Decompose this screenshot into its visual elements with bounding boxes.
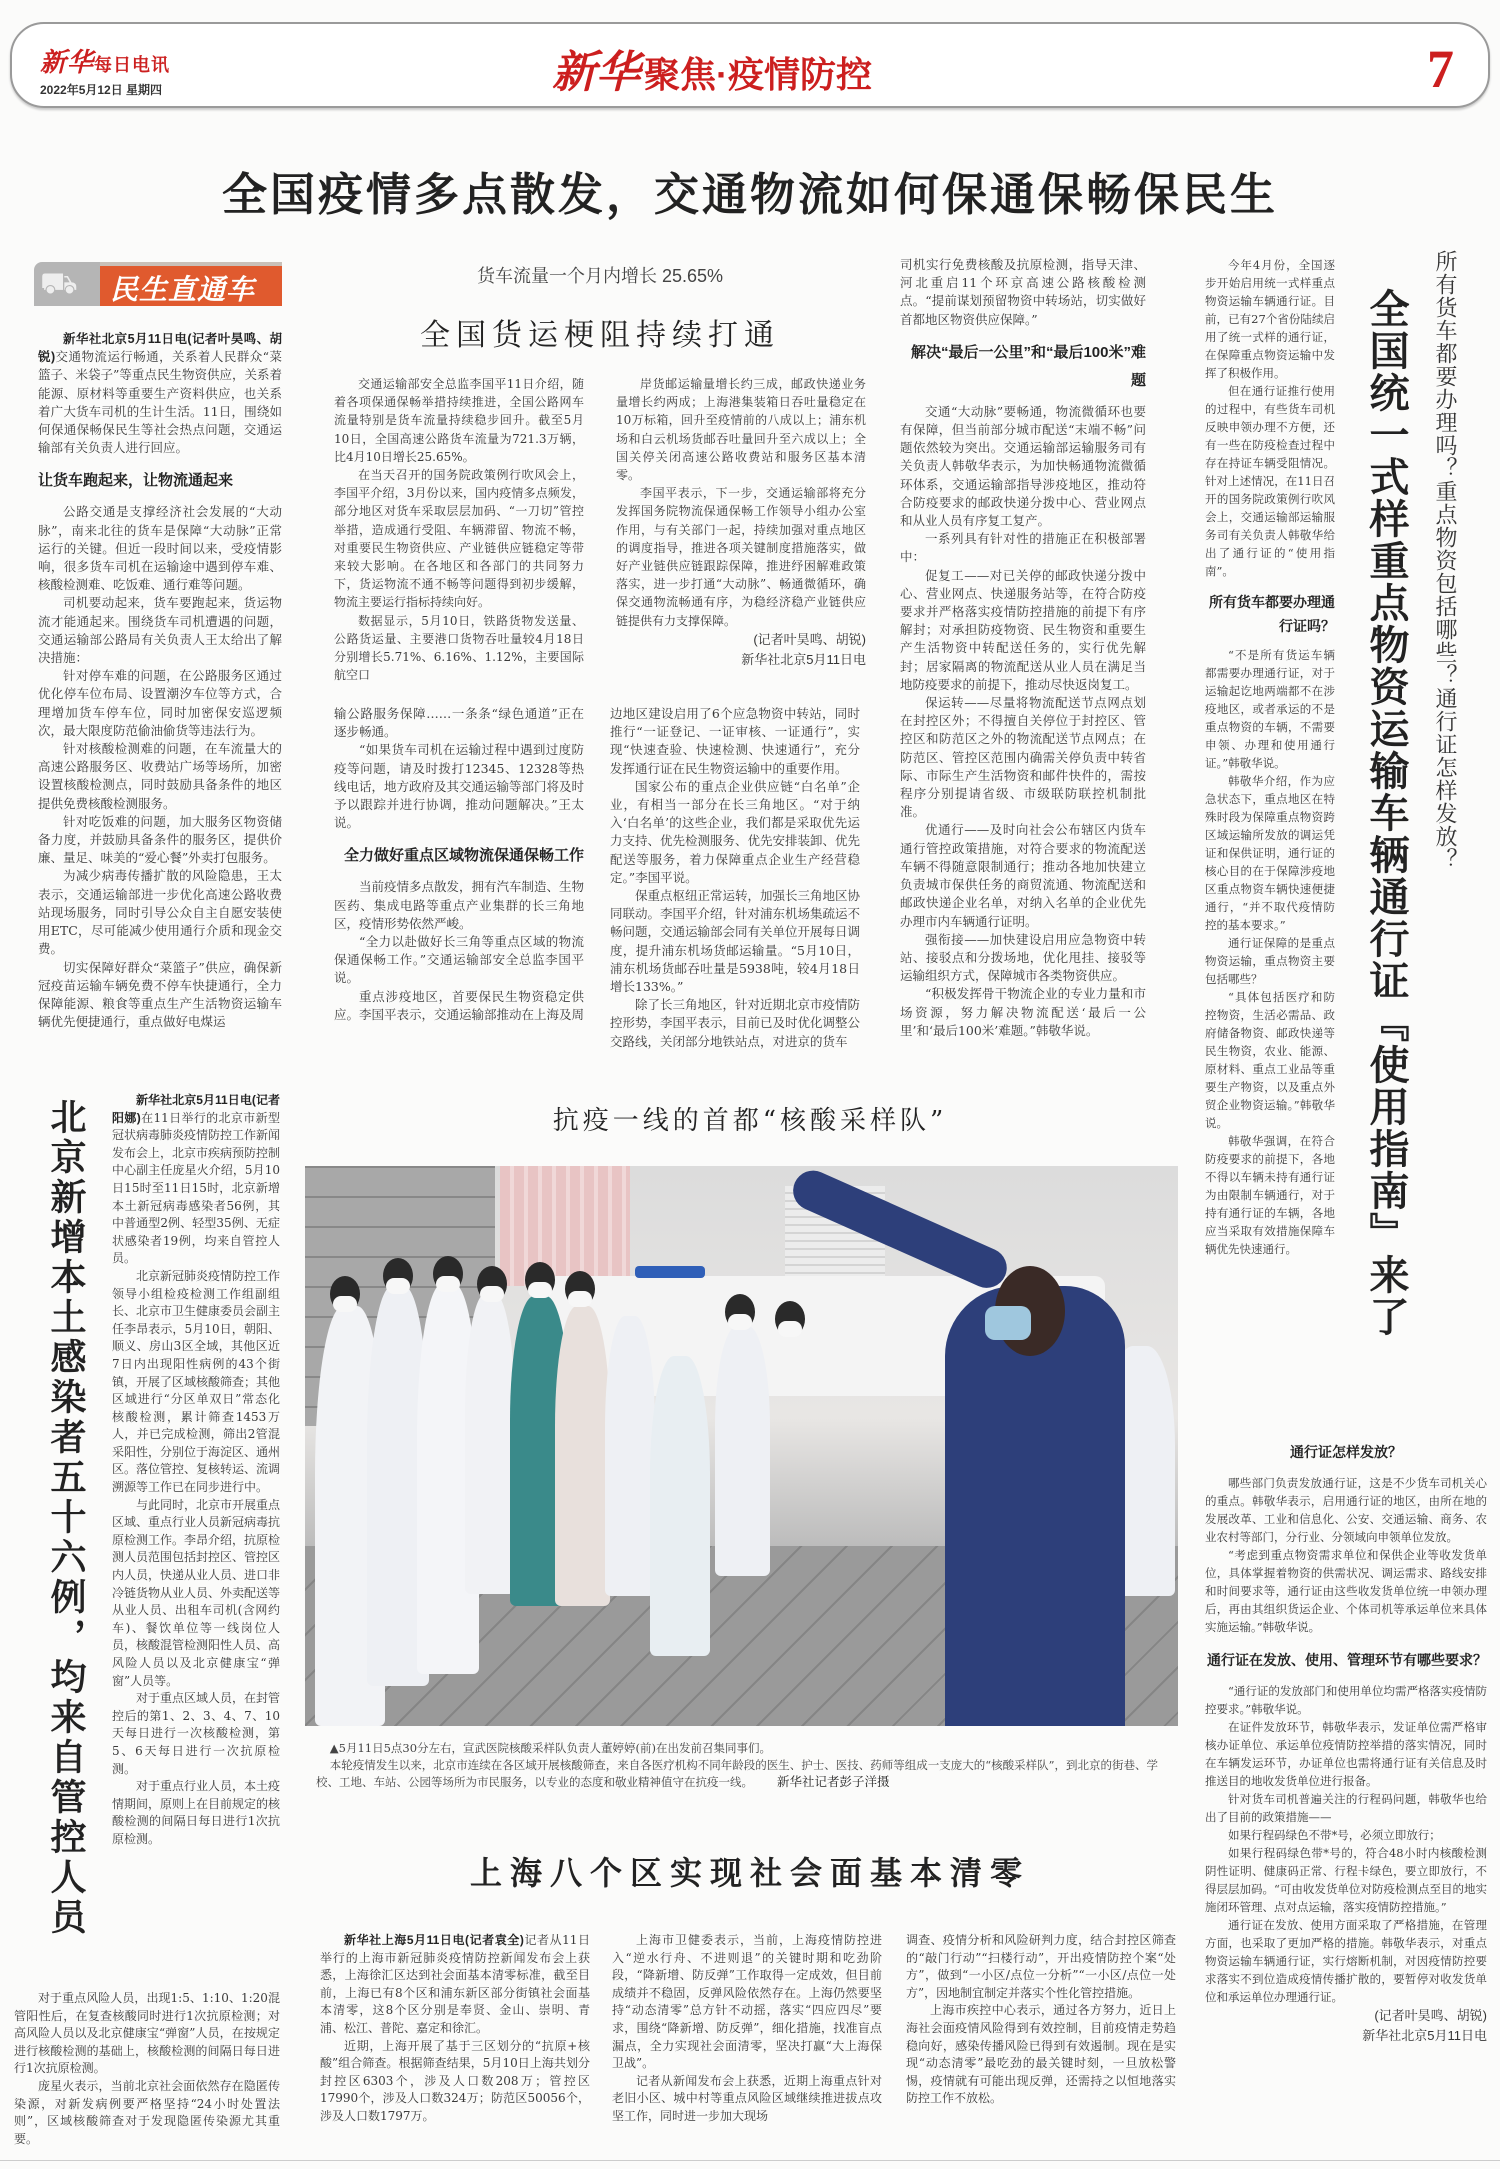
beijing-headline: 北京新增本土感染者五十六例，均来自管控人员 bbox=[45, 1098, 87, 1938]
subheading: 通行证在发放、使用、管理环节有哪些要求？ bbox=[1207, 1652, 1487, 1668]
bottom-rule bbox=[0, 2160, 1500, 2161]
pass-guide-subheadline: 所有货车都要办理吗？重点物资包括哪些？通行证怎样发放？ bbox=[1433, 250, 1458, 871]
article-headline: 全国货运梗阻持续打通 bbox=[420, 318, 780, 353]
dateline: 新华社北京5月11日电 bbox=[1362, 2028, 1487, 2043]
pass-guide-wide-col: 通行证怎样发放？ 哪些部门负责发放通行证，这是不少货车司机关心的重点。韩敬华表示，启用通行证的地区，由所在地的发展改革、工业和信息化、公安、交通运输、商务、农业农村等部门，分行业、分领域向申领单位发放。 “考虑到重点物资需求单位和保供企业等收发货单位，具体掌握着物资的供需状况、调运需求、路线安排和时间要求等，通行证由这些收发货单位统一申领办理后，再由其组织货运企业、个体司机等承运单位来具体实施运输。”韩敬华说。 通行证在发放、使用、管理环节有哪些要求？ “通行证的发放部门和使用单位均需严格落实疫情防控要求。”韩敬华说。 在证件发放环节，韩敬华表示，发证单位需严格审核办证单位、承运单位疫情防控举措的落实情况，同时在车辆发运环节，办证单位也需将通行证有关信息及时推送目的地收发货单位进行报备。 针对货车司机普遍关注的行程码问题，韩敬华也给出了目前的政策措施—— 如果行程码绿色不带*号，必须立即放行； 如果行程码绿色带*号的，符合48小时内核酸检测阴性证明、健康码正常、行程卡绿色，要立即放行，不得层层加码。“可由收发货单位对防疫检测点至目的地实施闭环管理、点对点运输，落实疫情防控措施。” 通行证在发放、使用方面采取了严格措施，在管理方面，也采取了更加严格的措施。韩敬华表示，对重点物资运输车辆通行证，实行熔断机制，对因疫情防控要求落实不到位造成疫情传播扩散的，要暂停对收发货单位和承运单位办理通行证。 (记者叶昊鸣、胡锐) 新华社北京5月11日电 bbox=[1205, 1428, 1487, 2046]
shanghai-col-b: 上海市卫健委表示，当前，上海疫情防控进入“逆水行舟、不进则退”的关键时期和吃劲阶段，“降新增、防反弹”工作取得一定成效，但目前成绩并不稳固，反弹风险依然存在。上海仍然要坚持“动态清零”总方针不动摇，落实“四应四尽”要求，围绕“降新增、防反弹”，细化措施，找准盲点漏点，全力实现社会面清零，坚决打赢“大上海保卫战”。 记者从新闻发布会上获悉，近期上海重点针对老旧小区、城中村等重点风险区域继续推进拔点攻坚工作，同时进一步加大现场 bbox=[612, 1933, 882, 2123]
subheading: 通行证怎样发放？ bbox=[1290, 1444, 1402, 1460]
photo-caption: ▲5月11日5点30分左右，宣武医院核酸采样队负责人董婷婷(前)在出发前召集同事们。 本轮疫情发生以来，北京市连续在各区域开展核酸筛查，来自各医疗机构不同年龄段的医生、护士、医技、药师等组成一支庞大的“核酸采样队”，到北京的街巷、学校、工地、车站、公园等场所为市民服务，以专业的态度和敬业精神值守在抗疫一线。 新华社记者彭子洋摄 bbox=[316, 1741, 1159, 1789]
beijing-article: 新华社北京5月11日电(记者阳娜)在11日举行的北京市新型冠状病毒肺炎疫情防控工作新闻发布会上，北京市疾病预防控制中心副主任庞星火介绍，5月10日15时至11日15时，北京新增本土新冠病毒感染者56例，其中普通型2例、轻型35例、无症状感染者19例，均来自管控人员。 北京新冠肺炎疫情防控工作领导小组检疫检测工作组副组长、北京市卫生健康委员会副主任李昂表示，5月10日，朝阳、顺义、房山3区全域，其他区近7日内出现阳性病例的43个街镇，开展了区域核酸筛查；其他区域进行“分区单双日”常态化核酸检测，累计筛查1453万人，并已完成检测，筛出2管混采阳性，分别位于海淀区、通州区。落位管控、复核转运、流调溯源等工作已在同步进行中。 与此同时，北京市开展重点区域、重点行业人员新冠病毒抗原检测工作。李昂介绍，抗原检测人员范围包括封控区、管控区内人员，快递从业人员、进口非冷链货物从业人员、外卖配送等从业人员、出租车司机(含网约车)、餐饮单位等一线岗位人员，核酸混管检测阳性人员、高风险人员以及北京健康宝“弹窗”人员等。 对于重点区域人员，在封管控后的第1、2、3、4、7、10天每日进行一次核酸检测，第5、6天每日进行一次抗原检测。 对于重点行业人员，本土疫情期间，原则上在目前规定的核酸检测的间隔日每日进行1次抗原检测。 bbox=[112, 1093, 281, 1846]
beijing-article-tail: 对于重点风险人员，出现1:5、1:10、1:20混管阳性后，在复查核酸同时进行1次抗原检测；对高风险人员以及北京健康宝“弹窗”人员，在按规定进行核酸检测的基础上，核酸检测的间隔日每日进行1次抗原检测。 庞星火表示，当前北京社会面依然存在隐匿传染源，对新发病例要严格坚持“24小时处置法则”，区域核酸筛查对于发现隐匿传染源尤其重要。 bbox=[14, 1991, 280, 2146]
shanghai-headline: 上海八个区实现社会面基本清零 bbox=[469, 1854, 1030, 1892]
deck-headline: 货车流量一个月内增长 25.65% bbox=[476, 266, 724, 286]
truck-icon: ⛟ bbox=[40, 266, 78, 301]
main-headline: 全国疫情多点散发，交通物流如何保通保畅保民生 bbox=[221, 168, 1278, 221]
column-banner bbox=[34, 256, 282, 308]
article-freight-col4: 司机实行免费核酸及抗原检测，指导天津、河北重启11个环京高速公路核酸检测点。“提前谋划预留物资中转场站，切实做好首都地区物资供应保障。” 解决“最后一公里”和“最后100米”难题 交通“大动脉”要畅通，物流微循环也要有保障，但当前部分城市配送“末端不畅”问题依然较为突出。交通运输部运输服务司有关负责人韩敬华表示，为加快畅通物流微循环体系，交通运输部指导涉疫地区，推动符合防疫要求的邮政快递分拨中心、营业网点和从业人员有序复工复产。 一系列具有针对性的措施正在积极部署中： 促复工——对已关停的邮政快递分拨中心、营业网点、快递服务站等，在符合防疫要求并严格落实疫情防控措施的前提下有序解封；对承担防疫物资、民生物资和重要生产生活物资中转配送任务的，实行优先解封；居家隔离的物流配送从业人员在满足当地防疫要求的前提下，推动尽快返岗复工。 保运转——尽量将物流配送节点网点划在封控区外；不得擅自关停位于封控区、管控区和防范区之外的物流配送节点网点；在防范区、管控区范围内确需关停负责中转省际、市际生产生活物资和邮件快件的，需按程序分别提请省级、市级联防联控机制批准。 优通行——及时向社会公布辖区内货车通行管控政策措施，对符合要求的物流配送车辆不得随意限制通行；推动各地加快建立负责城市保供任务的商贸流通、物流配送和邮政快递企业名单，对纳入名单的企业优先办理市内车辆通行证明。 强衔接——加快建设启用应急物资中转站、接驳点和分拨场地，优化甩挂、接驳等运输组织方式，保障城市各类物资供应。 “积极发挥骨干物流企业的专业力量和市场资源，努力解决物流配送‘最后一公里’和‘最后100米’难题。”韩敬华说。 bbox=[900, 257, 1146, 1038]
photo-story-headline: 抗疫一线的首都“核酸采样队” bbox=[552, 1106, 948, 1136]
news-photo bbox=[305, 1166, 1178, 1726]
pass-guide-narrow-col: 今年4月份，全国逐步开始启用统一式样重点物资运输车辆通行证。目前，已有27个省份陆续启用了统一式样的通行证，在保障重点物资运输中发挥了积极作用。 但在通行证推行使用的过程中，有些货车司机反映申领办理不方便，还有一些在防疫检查过程中存在持证车辆受阻情况。针对上述情况，在11日召开的国务院政策例行吹风会上，交通运输部运输服务司有关负责人韩敬华给出了通行证的“使用指南”。 所有货车都要办理通行证吗？ “不是所有货运车辆都需要办理通行证，对于运输起讫地两端都不在涉疫地区，或者承运的不是重点物资的车辆，不需要申领、办理和使用通行证。”韩敬华说。 韩敬华介绍，作为应急状态下，重点地区在特殊时段为保障重点物资跨区域运输所发放的调运凭证和保供证明，通行证的核心目的在于保障涉疫地区重点物资车辆快速便捷通行，“并不取代疫情防控的基本要求。” 通行证保障的是重点物资运输，重点物资主要包括哪些？ “具体包括医疗和防控物资，生活必需品、政府储备物资、邮政快递等民生物资，农业、能源、原材料、重点工业品等重要生产物资，以及重点外贸企业物资运输。”韩敬华说。 韩敬华强调，在符合防疫要求的前提下，各地不得以车辆未持有通行证为由限制车辆通行，对于持有通行证的车辆，各地应当采取有效措施保障车辆优先快速通行。 bbox=[1205, 258, 1335, 1256]
pass-guide-headline: 全国统一式样重点物资运输车辆通行证『使用指南』来了 bbox=[1363, 288, 1410, 1338]
national-freight-col-a: 交通运输部安全总监李国平11日介绍，随着各项保通保畅举措持续推进，全国公路网车流量特别是货车流量持续稳步回升。截至5月10日，全国高速公路货车流量为721.3万辆，比4月10日增长25.65%。 在当天召开的国务院政策例行吹风会上，李国平介绍，3月份以来，国内疫情多点频发，部分地区对货车采取层层加码、“一刀切”管控举措，造成通行受阻、车辆滞留、物流不畅，对重要民生物资供应、产业链供应链稳定等带来较大影响。在各地区和各部门的共同努力下，货运物流不通不畅等问题得到初步缓解，物流主要运行指标持续向好。 数据显示，5月10日，铁路货物发送量、公路货运量、主要港口货物吞吐量较4月18日分别增长5.71%、6.16%、1.12%，主要国际航空口 bbox=[334, 377, 584, 683]
byline: (记者叶昊鸣、胡锐) bbox=[1374, 2008, 1487, 2023]
article-freight-col3: 边地区建设启用了6个应急物资中转站，同时推行“一证登记、一证审核、一证通行”，实现“快速查验、快速检测、快速通行”，充分发挥通行证在民生物资运输中的重要作用。 国家公布的重点企业供应链“白名单”企业，有相当一部分在长三角地区。“对于纳入‘白名单’的这些企业，我们都是采取优先运力支持、优先检测服务、优先安排装卸、优先配送等服务，着力保障重点企业生产经营稳定。”李国平说。 保重点枢纽正常运转，加强长三角地区协同联动。李国平介绍，针对浦东机场集疏运不畅问题，交通运输部会同有关单位开展每日调度，提升浦东机场货邮运输量。“5月10日，浦东机场货邮吞吐量是5938吨，较4月18日增长133%。” 除了长三角地区，针对近期北京市疫情防控形势，李国平表示，目前已及时优化调整公交路线，关闭部分地铁站点，对进京的货车 bbox=[610, 706, 861, 1049]
section-title: 新华 聚焦·疫情防控 bbox=[552, 47, 872, 98]
shanghai-col-c: 调查、疫情分析和风险研判力度，结合封控区筛查的“敲门行动”“扫楼行动”，开出疫情防控个案“处方”，做到“一小区/点位一分析”“一小区/点位一处方”，因地制宜制定并落实个性化管控措施。 上海市疾控中心表示，通过各方努力，近日上海社会面疫情风险得到有效控制，目前疫情走势趋稳向好，感染传播风险已得到有效遏制。现在是实现“动态清零”最吃劲的最关键时刻，一旦放松警惕，疫情就有可能出现反弹，还需持之以恒地落实防控工作不放松。 bbox=[906, 1933, 1176, 2106]
masthead bbox=[10, 22, 1490, 108]
issue-date: 2022年5月12日 星期四 bbox=[40, 83, 163, 97]
subheading: 解决“最后一公里”和“最后100米”难题 bbox=[910, 343, 1146, 389]
byline: (记者叶昊鸣、胡锐) bbox=[753, 631, 866, 647]
shanghai-col-a: 新华社上海5月11日电(记者袁全)记者从11日举行的上海市新冠肺炎疫情防控新闻发布会上获悉，上海徐汇区达到社会面基本清零标准，截至目前，上海已有8个区和浦东新区部分街镇社会面基本清零，这8个区分别是奉贤、金山、崇明、青浦、松江、普陀、嘉定和徐汇。 近期，上海开展了基于三区划分的“抗原+核酸”组合筛查。根据筛查结果，5月10日上海共划分封控区6303个，涉及人口数208万；管控区17990个，涉及人口数324万；防范区50056个，涉及人口数1797万。 bbox=[320, 1933, 590, 2123]
article-freight-col1: 新华社北京5月11日电(记者叶昊鸣、胡锐)交通物流运行畅通，关系着人民群众“菜篮子、米袋子”等重点民生物资供应，关系着能源、原材料等重要生产资料供应，也关系着广大货车司机的生计生活。11日，围绕如何保通保畅保民生等社会热点问题，交通运输部有关负责人进行回应。 让货车跑起来，让物流通起来 公路交通是支撑经济社会发展的“大动脉”，南来北往的货车是保障“大动脉”正常运行的关键。但近一段时间以来，受疫情影响，很多货车司机在运输途中遇到停车难、核酸检测难、吃饭难、通行难等问题。 司机要动起来，货车要跑起来，货运物流才能通起来。围绕货车司机遭遇的问题，交通运输部公路局有关负责人王太给出了解决措施： 针对停车难的问题，在公路服务区通过优化停车位布局、设置潮汐车位等方式，合理增加货车停车位，同时加密保安巡逻频次，最大限度防范偷油偷货等违法行为。 针对核酸检测难的问题，在车流量大的高速公路服务区、收费站广场等场所，加密设置核酸检测点，同时鼓励具备条件的地区提供免费核酸检测服务。 针对吃饭难的问题，加大服务区物资储备力度，并鼓励具备条件的服务区，提供价廉、量足、味美的“爱心餐”外卖打包服务。 为减少病毒传播扩散的风险隐患，王太表示，交通运输部进一步优化高速公路收费站现场服务，同时引导公众自主自愿安装使用ETC，尽可能减少使用通行介质和现金交费。 切实保障好群众“菜篮子”供应，确保新冠疫苗运输车辆免费不停车快捷通行，全力保障能源、粮食等重点生产生活物资运输车辆优先便捷通行，重点做好电煤运 bbox=[38, 332, 282, 1030]
dateline: 新华社北京5月11日电 bbox=[741, 651, 866, 667]
subheading: 所有货车都要办理通行证吗？ bbox=[1209, 594, 1335, 634]
subheading: 让货车跑起来，让物流通起来 bbox=[38, 472, 234, 490]
photo-credit: 新华社记者彭子洋摄 bbox=[777, 1775, 890, 1789]
article-lead: 新华社北京5月11日电(记者叶昊鸣、胡锐)交通物流运行畅通，关系着人民群众“菜篮子、米袋子”等重点民生物资供应，关系着能源、原材料等重要生产资料供应，也关系着广大货车司机的生计生活。11日，围绕如何保通保畅保民生等社会热点问题，交通运输部有关负责人进行回应。 bbox=[38, 332, 282, 456]
subheading: 全力做好重点区域物流保通保畅工作 bbox=[343, 847, 584, 865]
page-number: 7 bbox=[1427, 39, 1454, 99]
national-freight-col-b: 岸货邮运输量增长约三成，邮政快递业务量增长约两成；上海港集装箱日吞吐量稳定在10万标箱，回升至疫情前的八成以上；浦东机场和白云机场货邮吞吐量回升至六成以上；全国关停关闭高速公路收费站和服务区基本清零。 李国平表示，下一步，交通运输部将充分发挥国务院物流保通保畅工作领导小组办公室作用，与有关部门一起，持续加强对重点地区的调度指导，推进各项关键制度措施落实，做好产业链供应链跟踪保障，推进纾困解难政策落实，进一步打通“大动脉”、畅通微循环，确保交通物流畅通有序，为稳经济稳产业链供应链提供有力支撑保障。 (记者叶昊鸣、胡锐) 新华社北京5月11日电 bbox=[616, 375, 866, 670]
article-freight-col2: 输公路服务保障……一条条“绿色通道”正在逐步畅通。 “如果货车司机在运输过程中遇到过度防疫等问题，请及时拨打12345、12328等热线电话，地方政府及其交通运输等部门将及时予以跟踪并进行协调，推动问题解决。”王太说。 全力做好重点区域物流保通保畅工作 当前疫情多点散发，拥有汽车制造、生物医药、集成电路等重点产业集群的长三角地区，疫情形势依然严峻。 “全力以赴做好长三角等重点区域的物流保通保畅工作。”交通运输部安全总监李国平说。 重点涉疫地区，首要保民生物资稳定供应。李国平表示，交通运输部推动在上海及周 bbox=[334, 706, 585, 1022]
paper-brand bbox=[40, 42, 170, 98]
paper-logo: 新华每日电讯 bbox=[40, 48, 171, 78]
column-banner-label: 民生直通车 bbox=[100, 262, 282, 306]
